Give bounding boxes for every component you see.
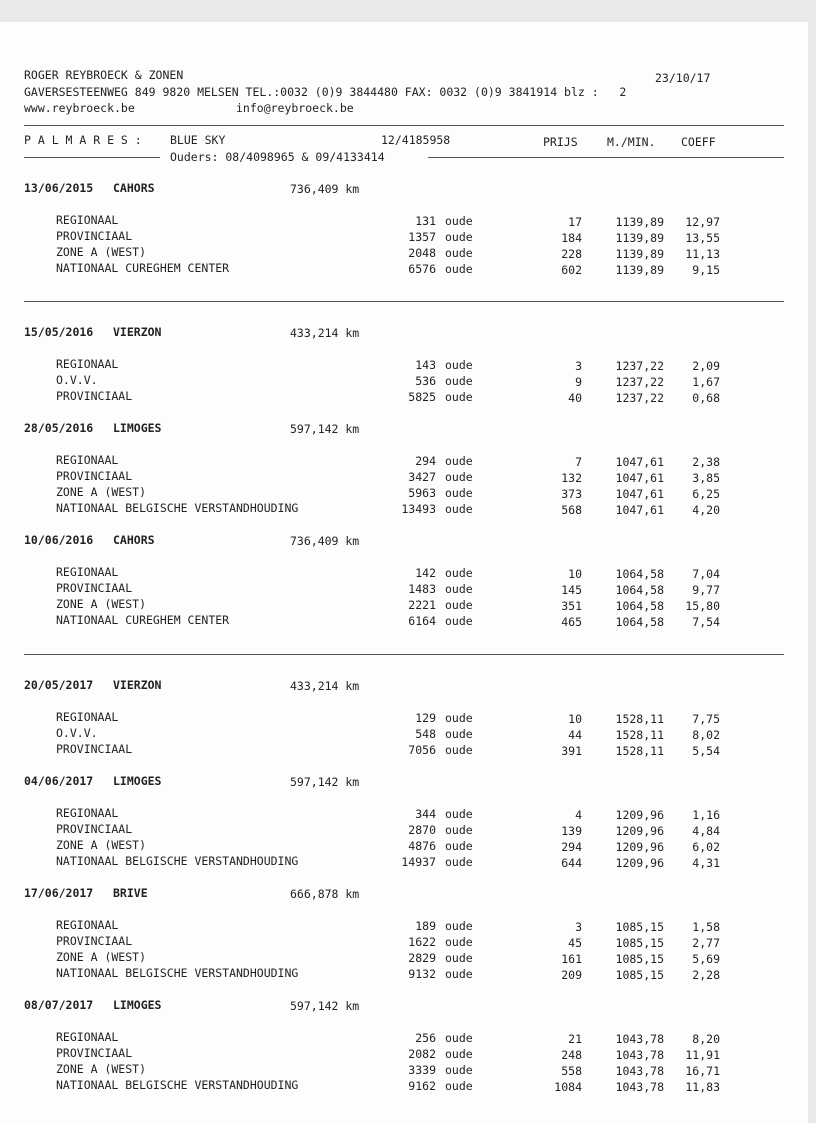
result-prize: 373 [561, 487, 582, 501]
result-speed: 1139,89 [615, 231, 664, 245]
result-prize: 132 [561, 471, 582, 485]
result-speed: 1047,61 [615, 503, 664, 517]
result-speed: 1085,15 [615, 936, 664, 950]
result-speed: 1085,15 [615, 920, 664, 934]
result-category: oude [445, 951, 473, 965]
result-level: REGIONAAL [56, 710, 119, 724]
result-coeff: 2,77 [692, 936, 720, 950]
result-participants: 1483 [408, 582, 436, 596]
result-speed: 1043,78 [615, 1048, 664, 1062]
col-header-mmin: M./MIN. [607, 135, 656, 149]
race-distance: 433,214 km [290, 326, 360, 340]
result-prize: 568 [561, 503, 582, 517]
result-category: oude [445, 502, 473, 516]
race-date: 13/06/2015 [24, 181, 94, 195]
race-date: 15/05/2016 [24, 325, 94, 339]
result-coeff: 12,97 [685, 215, 720, 229]
race-date: 17/06/2017 [24, 886, 94, 900]
result-participants: 131 [415, 214, 436, 228]
result-speed: 1047,61 [615, 487, 664, 501]
result-level: NATIONAAL BELGISCHE VERSTANDHOUDING [56, 501, 299, 515]
result-coeff: 7,04 [692, 567, 720, 581]
result-prize: 209 [561, 968, 582, 982]
result-level: ZONE A (WEST) [56, 245, 147, 259]
result-coeff: 2,09 [692, 359, 720, 373]
result-prize: 21 [568, 1032, 582, 1046]
result-level: PROVINCIAAL [56, 469, 133, 483]
result-participants: 9162 [408, 1079, 436, 1093]
result-speed: 1064,58 [615, 615, 664, 629]
race-distance: 597,142 km [290, 999, 360, 1013]
result-participants: 2048 [408, 246, 436, 260]
pigeon-ring: 12/4185958 [381, 133, 451, 147]
result-prize: 602 [561, 263, 582, 277]
race-date: 28/05/2016 [24, 421, 94, 435]
result-category: oude [445, 1047, 473, 1061]
result-participants: 4876 [408, 839, 436, 853]
result-level: O.V.V. [56, 726, 98, 740]
result-prize: 391 [561, 744, 582, 758]
pigeon-parents: Ouders: 08/4098965 & 09/4133414 [170, 150, 385, 164]
result-participants: 6164 [408, 614, 436, 628]
result-coeff: 3,85 [692, 471, 720, 485]
result-prize: 248 [561, 1048, 582, 1062]
result-coeff: 2,38 [692, 455, 720, 469]
result-participants: 129 [415, 711, 436, 725]
result-prize: 10 [568, 567, 582, 581]
result-participants: 143 [415, 358, 436, 372]
parents-divider-right [428, 157, 784, 158]
result-coeff: 15,80 [685, 599, 720, 613]
race-place: BRIVE [113, 886, 148, 900]
result-category: oude [445, 614, 473, 628]
result-coeff: 5,54 [692, 744, 720, 758]
result-prize: 1084 [554, 1080, 582, 1094]
result-level: NATIONAAL BELGISCHE VERSTANDHOUDING [56, 966, 299, 980]
result-participants: 294 [415, 454, 436, 468]
result-speed: 1064,58 [615, 583, 664, 597]
result-participants: 548 [415, 727, 436, 741]
result-participants: 344 [415, 807, 436, 821]
result-participants: 5963 [408, 486, 436, 500]
result-level: ZONE A (WEST) [56, 485, 147, 499]
result-prize: 139 [561, 824, 582, 838]
result-level: ZONE A (WEST) [56, 597, 147, 611]
pigeon-name: BLUE SKY [170, 133, 226, 147]
result-participants: 2870 [408, 823, 436, 837]
result-speed: 1139,89 [615, 215, 664, 229]
result-participants: 3339 [408, 1063, 436, 1077]
race-place: CAHORS [113, 181, 155, 195]
result-coeff: 11,83 [685, 1080, 720, 1094]
print-date: 23/10/17 [655, 71, 711, 85]
result-level: PROVINCIAAL [56, 389, 133, 403]
result-coeff: 1,67 [692, 375, 720, 389]
result-speed: 1237,22 [615, 391, 664, 405]
palmares-title: P A L M A R E S : [24, 133, 142, 147]
result-prize: 184 [561, 231, 582, 245]
result-prize: 17 [568, 215, 582, 229]
result-category: oude [445, 919, 473, 933]
result-coeff: 9,77 [692, 583, 720, 597]
result-coeff: 7,75 [692, 712, 720, 726]
result-prize: 3 [575, 359, 582, 373]
result-level: PROVINCIAAL [56, 822, 133, 836]
result-category: oude [445, 230, 473, 244]
result-coeff: 4,31 [692, 856, 720, 870]
result-speed: 1237,22 [615, 375, 664, 389]
result-participants: 6576 [408, 262, 436, 276]
col-header-coeff: COEFF [681, 135, 716, 149]
result-participants: 189 [415, 919, 436, 933]
race-distance: 597,142 km [290, 422, 360, 436]
race-date: 08/07/2017 [24, 998, 94, 1012]
result-participants: 9132 [408, 967, 436, 981]
result-category: oude [445, 214, 473, 228]
result-category: oude [445, 839, 473, 853]
result-participants: 3427 [408, 470, 436, 484]
result-coeff: 16,71 [685, 1064, 720, 1078]
result-level: REGIONAAL [56, 213, 119, 227]
result-category: oude [445, 262, 473, 276]
result-speed: 1047,61 [615, 471, 664, 485]
company-address: GAVERSESTEENWEG 849 9820 MELSEN TEL.:0032 (0)9 3844480 FAX: 0032 (0)9 3841914 blz : 2 [24, 85, 627, 99]
result-speed: 1085,15 [615, 968, 664, 982]
result-speed: 1528,11 [615, 744, 664, 758]
result-speed: 1047,61 [615, 455, 664, 469]
result-coeff: 13,55 [685, 231, 720, 245]
result-participants: 7056 [408, 743, 436, 757]
result-prize: 9 [575, 375, 582, 389]
result-prize: 644 [561, 856, 582, 870]
result-speed: 1237,22 [615, 359, 664, 373]
result-coeff: 6,02 [692, 840, 720, 854]
result-speed: 1139,89 [615, 247, 664, 261]
result-prize: 3 [575, 920, 582, 934]
result-category: oude [445, 390, 473, 404]
race-distance: 736,409 km [290, 182, 360, 196]
result-prize: 45 [568, 936, 582, 950]
result-coeff: 2,28 [692, 968, 720, 982]
company-email: info@reybroeck.be [236, 101, 354, 115]
result-level: NATIONAAL CUREGHEM CENTER [56, 261, 230, 275]
result-speed: 1528,11 [615, 712, 664, 726]
result-coeff: 1,58 [692, 920, 720, 934]
result-category: oude [445, 711, 473, 725]
result-participants: 14937 [401, 855, 436, 869]
result-category: oude [445, 743, 473, 757]
race-date: 10/06/2016 [24, 533, 94, 547]
result-coeff: 11,91 [685, 1048, 720, 1062]
race-place: LIMOGES [113, 998, 162, 1012]
result-participants: 13493 [401, 502, 436, 516]
result-level: PROVINCIAAL [56, 742, 133, 756]
result-category: oude [445, 823, 473, 837]
result-participants: 5825 [408, 390, 436, 404]
race-distance: 736,409 km [290, 534, 360, 548]
result-level: PROVINCIAAL [56, 229, 133, 243]
result-prize: 558 [561, 1064, 582, 1078]
result-prize: 44 [568, 728, 582, 742]
result-coeff: 4,20 [692, 503, 720, 517]
result-category: oude [445, 454, 473, 468]
result-speed: 1209,96 [615, 840, 664, 854]
result-prize: 10 [568, 712, 582, 726]
result-category: oude [445, 967, 473, 981]
company-name: ROGER REYBROECK & ZONEN [24, 68, 184, 82]
result-coeff: 5,69 [692, 952, 720, 966]
result-category: oude [445, 598, 473, 612]
result-coeff: 8,02 [692, 728, 720, 742]
race-place: LIMOGES [113, 421, 162, 435]
col-header-prijs: PRIJS [543, 135, 578, 149]
result-participants: 2221 [408, 598, 436, 612]
result-prize: 294 [561, 840, 582, 854]
result-level: REGIONAAL [56, 453, 119, 467]
result-category: oude [445, 582, 473, 596]
result-coeff: 6,25 [692, 487, 720, 501]
result-category: oude [445, 470, 473, 484]
section-divider [24, 301, 784, 302]
result-participants: 142 [415, 566, 436, 580]
result-speed: 1209,96 [615, 856, 664, 870]
result-participants: 1622 [408, 935, 436, 949]
result-level: ZONE A (WEST) [56, 950, 147, 964]
result-coeff: 7,54 [692, 615, 720, 629]
result-level: REGIONAAL [56, 565, 119, 579]
result-level: NATIONAAL BELGISCHE VERSTANDHOUDING [56, 1078, 299, 1092]
result-level: ZONE A (WEST) [56, 838, 147, 852]
result-coeff: 0,68 [692, 391, 720, 405]
result-speed: 1139,89 [615, 263, 664, 277]
result-level: PROVINCIAAL [56, 934, 133, 948]
race-distance: 597,142 km [290, 775, 360, 789]
race-date: 20/05/2017 [24, 678, 94, 692]
result-category: oude [445, 246, 473, 260]
result-category: oude [445, 1031, 473, 1045]
result-level: NATIONAAL CUREGHEM CENTER [56, 613, 230, 627]
race-date: 04/06/2017 [24, 774, 94, 788]
result-prize: 7 [575, 455, 582, 469]
result-participants: 2829 [408, 951, 436, 965]
company-website: www.reybroeck.be [24, 101, 135, 115]
race-distance: 666,878 km [290, 887, 360, 901]
result-category: oude [445, 807, 473, 821]
result-participants: 256 [415, 1031, 436, 1045]
result-category: oude [445, 1079, 473, 1093]
result-coeff: 8,20 [692, 1032, 720, 1046]
result-category: oude [445, 566, 473, 580]
result-prize: 351 [561, 599, 582, 613]
result-speed: 1528,11 [615, 728, 664, 742]
result-coeff: 11,13 [685, 247, 720, 261]
result-speed: 1209,96 [615, 824, 664, 838]
result-category: oude [445, 374, 473, 388]
result-speed: 1064,58 [615, 567, 664, 581]
section-divider [24, 654, 784, 655]
result-coeff: 9,15 [692, 263, 720, 277]
result-speed: 1085,15 [615, 952, 664, 966]
parents-divider-left [24, 157, 160, 158]
result-level: NATIONAAL BELGISCHE VERSTANDHOUDING [56, 854, 299, 868]
race-place: VIERZON [113, 678, 162, 692]
result-prize: 4 [575, 808, 582, 822]
result-participants: 536 [415, 374, 436, 388]
result-prize: 228 [561, 247, 582, 261]
result-prize: 465 [561, 615, 582, 629]
result-category: oude [445, 855, 473, 869]
result-participants: 1357 [408, 230, 436, 244]
result-prize: 161 [561, 952, 582, 966]
result-category: oude [445, 935, 473, 949]
result-prize: 40 [568, 391, 582, 405]
header-divider [24, 125, 784, 126]
result-speed: 1043,78 [615, 1032, 664, 1046]
result-category: oude [445, 1063, 473, 1077]
result-level: REGIONAAL [56, 1030, 119, 1044]
result-speed: 1064,58 [615, 599, 664, 613]
result-level: ZONE A (WEST) [56, 1062, 147, 1076]
result-level: REGIONAAL [56, 357, 119, 371]
race-distance: 433,214 km [290, 679, 360, 693]
result-coeff: 4,84 [692, 824, 720, 838]
result-speed: 1209,96 [615, 808, 664, 822]
result-category: oude [445, 358, 473, 372]
result-speed: 1043,78 [615, 1080, 664, 1094]
result-level: O.V.V. [56, 373, 98, 387]
result-coeff: 1,16 [692, 808, 720, 822]
result-level: REGIONAAL [56, 918, 119, 932]
result-level: PROVINCIAAL [56, 581, 133, 595]
result-category: oude [445, 727, 473, 741]
result-prize: 145 [561, 583, 582, 597]
race-place: LIMOGES [113, 774, 162, 788]
result-level: REGIONAAL [56, 806, 119, 820]
race-place: CAHORS [113, 533, 155, 547]
result-speed: 1043,78 [615, 1064, 664, 1078]
result-category: oude [445, 486, 473, 500]
result-level: PROVINCIAAL [56, 1046, 133, 1060]
race-place: VIERZON [113, 325, 162, 339]
result-participants: 2082 [408, 1047, 436, 1061]
